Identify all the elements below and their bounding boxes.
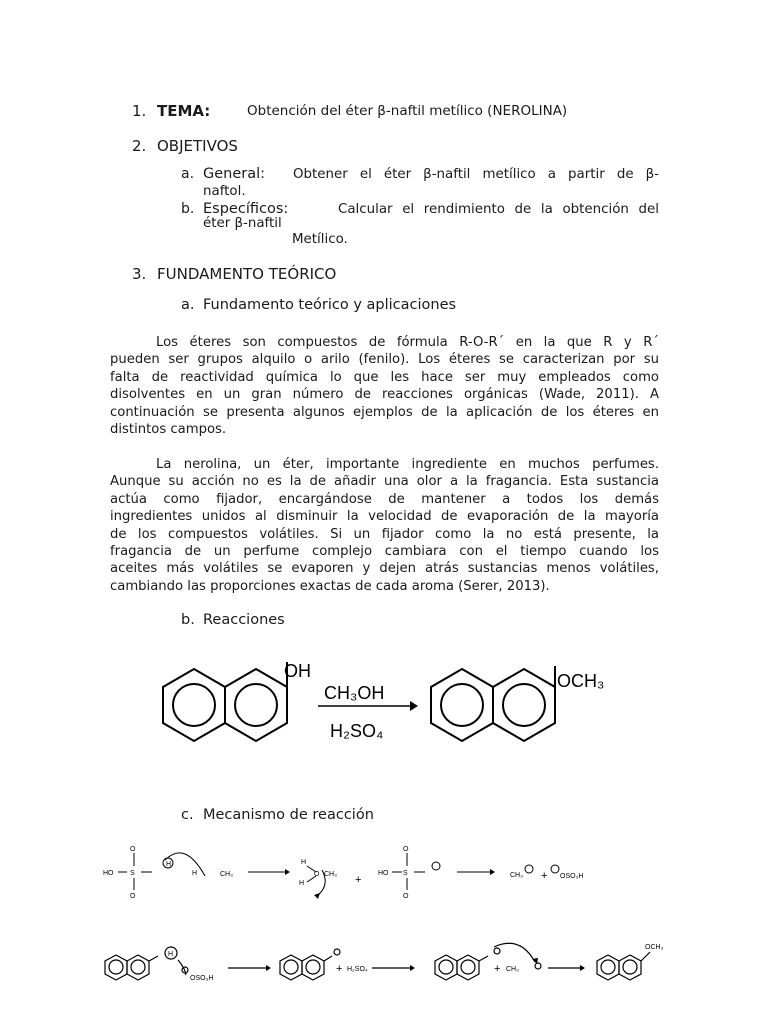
nerolina-aromatic-circle-left	[441, 684, 483, 726]
mech-ch3-b: CH₃	[324, 871, 337, 878]
general-label-text: General	[203, 166, 261, 182]
paragraph-line: La nerolina, un éter, importante ingrediente en muchos perfumes.	[156, 457, 659, 472]
mech-hn: H	[192, 870, 198, 877]
och3-label: OCH₃	[557, 671, 605, 691]
especificos-text-line1: Calcular el rendimiento de la obtención del	[338, 202, 659, 217]
mech-ho-1: HO	[103, 870, 114, 877]
mech-h-2: H	[301, 859, 307, 866]
tema-text: Obtención del éter β-naftil metílico (NEROLINA)	[247, 103, 568, 119]
mech-ch3-a: CH₃	[220, 871, 233, 878]
section-title-fundamento: FUNDAMENTO TEÓRICO	[157, 265, 337, 283]
mech-plus-1: +	[355, 874, 362, 886]
mech2-oso3h: OSO₃H	[190, 975, 214, 982]
section-title-tema: TEMA:	[157, 102, 211, 120]
subsection-number: a.	[181, 297, 195, 313]
paragraph-line: distintos campos.	[110, 422, 227, 438]
general-label	[203, 166, 265, 182]
mech2-ch3: CH₃	[506, 966, 519, 973]
paragraph-line: falta de reactividad química lo que les hace ser muy empleados como	[110, 369, 659, 385]
paragraph-line: ingredientes unidos al disminuir la velocidad de evaporación de la mayoría	[110, 509, 659, 525]
reagent-ch3oh: CH₃OH	[324, 683, 385, 703]
section-title-objetivos: OBJETIVOS	[157, 137, 238, 155]
section-number: 1.	[132, 102, 147, 120]
subsection-number: b.	[181, 201, 195, 217]
mech2-plus-1: +	[336, 963, 343, 975]
mechanism-row-1	[0, 835, 768, 915]
mech-plus-2: +	[541, 870, 548, 882]
mech-s-1: S	[130, 870, 135, 877]
subsection-number: a.	[181, 166, 195, 182]
paragraph-line: de los compuestos volátiles. Si un fijador como la no está presente, la	[110, 526, 659, 542]
section-number: 3.	[132, 265, 147, 283]
paragraph-line: Aunque su acción no es la de añadir una olor a la fragancia. Esta sustancia	[110, 474, 659, 490]
reaction-scheme	[0, 640, 768, 790]
mech-h-circled: H	[166, 861, 172, 868]
mech-o-bottom-2: O	[403, 893, 409, 900]
mechanism-row-2	[0, 935, 768, 1020]
general-text-line2: naftol.	[203, 184, 246, 199]
nerolina-aromatic-circle-right	[503, 684, 545, 726]
mech2-plus-2: +	[494, 963, 501, 975]
mech-o-3: O	[314, 871, 320, 878]
subsection-number: c.	[181, 807, 194, 823]
general-separator: :	[260, 166, 266, 182]
mech2-h2so4: H₂SO₄	[347, 966, 368, 973]
mech-h-3: H	[299, 880, 305, 887]
mech-ho-2: HO	[378, 870, 389, 877]
subsection-title-mecanismo: Mecanismo de reacción	[203, 807, 374, 823]
subsection-title-reacciones: Reacciones	[203, 612, 285, 628]
paragraph-2	[110, 456, 659, 595]
paragraph-line: actúa como fijador, encargándose de mantener a todos los demás	[110, 491, 659, 507]
paragraph-line: Los éteres son compuestos de fórmula R-O-R´ en la que R y R´	[156, 335, 659, 350]
paragraph-line: continuación se presenta algunos ejemplos de la aplicación de los éteres en	[110, 404, 659, 420]
mech-ch3-c: CH₃	[510, 872, 523, 879]
paragraph-line: cambiando las proporciones exactas de cada aroma (Serer, 2013).	[110, 578, 550, 594]
mech2-och3: OCH₃	[645, 944, 664, 951]
mech-o-top-2: O	[403, 846, 409, 853]
especificos-text-line2: éter β-naftil	[203, 216, 282, 231]
oh-label: OH	[284, 661, 311, 681]
reagent-h2so4: H₂SO₄	[330, 721, 384, 741]
mech-oso3h: OSO₃H	[560, 873, 584, 880]
especificos-label: Específicos:	[203, 201, 289, 217]
mech-s-2: S	[403, 870, 408, 877]
naphthol-aromatic-circle-right	[235, 684, 277, 726]
paragraph-1	[110, 334, 659, 438]
mech-o-top-1: O	[130, 846, 136, 853]
mech-o-bottom-1: O	[130, 893, 136, 900]
naphthol-aromatic-circle-left	[173, 684, 215, 726]
paragraph-line: pueden ser grupos alquilo o arilo (fenilo). Los éteres se caracterizan por su	[110, 352, 659, 368]
paragraph-line: aceites más volátiles se evaporen y dejen atrás sustancias menos volátiles,	[110, 561, 659, 577]
paragraph-line: disolventes en un gran número de reacciones orgánicas (Wade, 2011). A	[110, 387, 659, 403]
paragraph-line: fragancia de un perfume complejo cambiara con el tiempo cuando los	[110, 544, 659, 560]
mech2-h-circled: H	[168, 951, 174, 958]
especificos-text-line3: Metílico.	[292, 232, 348, 247]
arrow-head-icon	[410, 701, 418, 711]
section-number: 2.	[132, 137, 147, 155]
subsection-number: b.	[181, 612, 195, 628]
general-text-line1: Obtener el éter β-naftil metílico a partir de β-	[293, 167, 659, 182]
subsection-title-fundamento: Fundamento teórico y aplicaciones	[203, 297, 457, 313]
